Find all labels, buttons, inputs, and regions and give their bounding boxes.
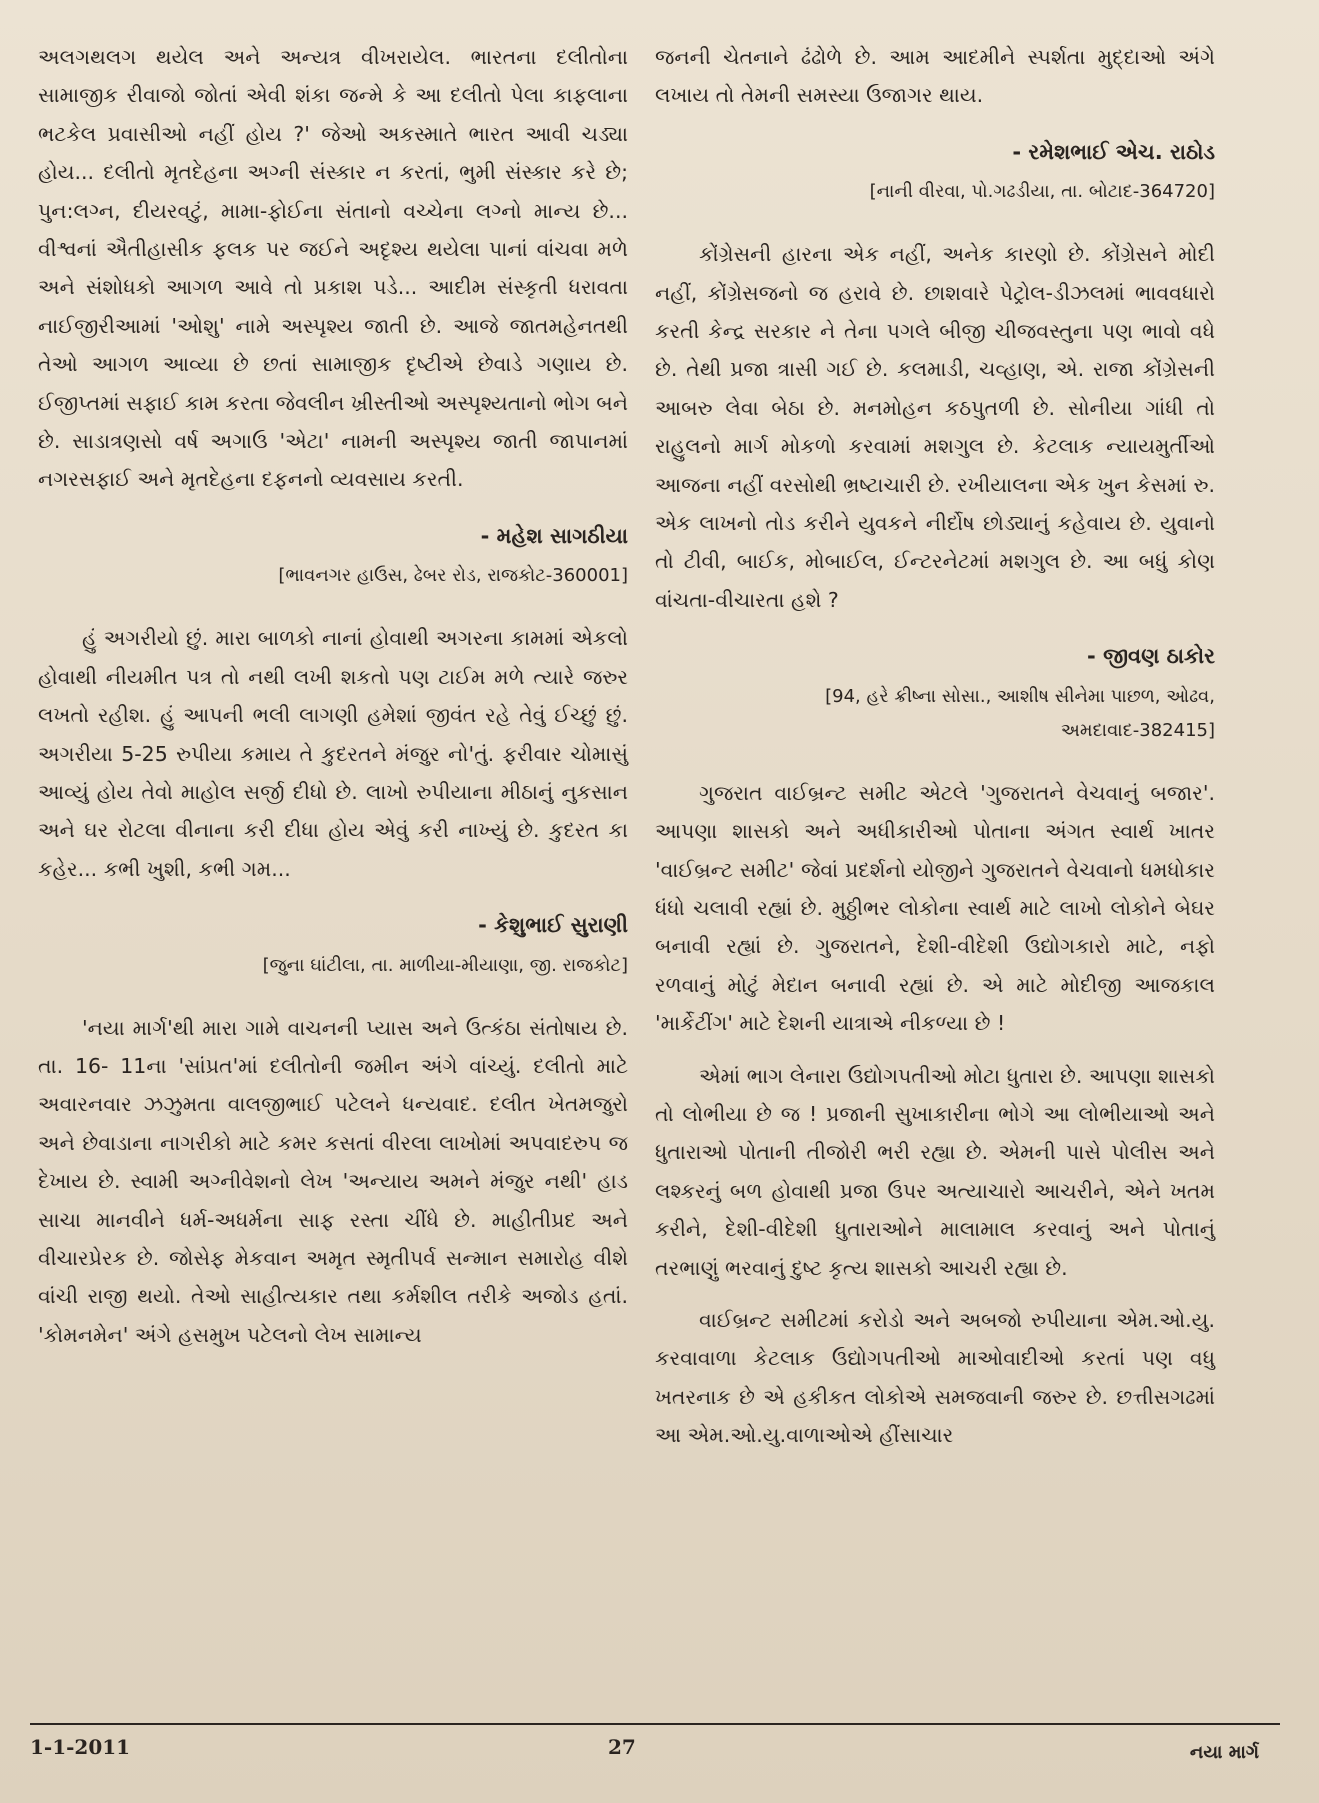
letter-signature: - જીવણ ઠાકોર: [1087, 644, 1215, 669]
letter-address: [નાની વીરવા, પો.ગઢડીયા, તા. બોટાદ-364720]: [869, 181, 1215, 203]
letter-text: કોંગ્રેસની હારના એક નહીં, અનેક કારણો છે. કોંગ્રેસને મોદી નહીં, કોંગ્રેસજનો જ હરાવે છે. છાશવારે પેટ્રોલ-ડીઝલમાં ભાવવધારો કરતી કેન્દ્ર સરકાર ને તેના પગલે બીજી ચીજવસ્તુના પણ ભાવો વધે છે. તેથી પ્રજા ત્રાસી ગઈ છે. કલમાડી, ચવ્હાણ, એ. રાજા કોંગ્રેસની આબરુ લેવા બેઠા છે. મનમોહન કઠપુતળી છે. સોનીયા ગાંધી તો રાહુલનો માર્ગ મોકળો કરવામાં મશગુલ છે. કેટલાક ન્યાયમુર્તીઓ આજના નહીં વરસોથી ભ્રષ્ટાચારી છે. રખીયાલના એક ખુન કેસમાં રુ. એક લાખનો તોડ કરીને યુવકને નીર્દોષ છોડ્યાનું કહેવાય છે. યુવાનો તો ટીવી, બાઈક, મોબાઈલ, ઈન્ટરનેટમાં મશગુલ છે. આ બધું કોણ વાંચતા-વીચારતા હશે ?: [655, 242, 1215, 612]
left-column: [38, 38, 628, 1354]
right-column: [655, 38, 1215, 1455]
letter-address: [જુના ઘાંટીલા, તા. માળીયા-મીયાણા, જી. રાજકોટ]: [262, 954, 628, 976]
footer-rule: [30, 1723, 1280, 1725]
letter-signature: - રમેશભાઈ એચ. રાઠોડ: [1012, 139, 1215, 164]
letter-signature: - કેશુભાઈ સુરાણી: [478, 913, 628, 938]
issue-date: 1-1-2011: [30, 1735, 131, 1759]
letter-text: એમાં ભાગ લેનારા ઉદ્યોગપતીઓ મોટા ધુતારા છે. આપણા શાસકો તો લોભીયા છે જ ! પ્રજાની સુખાકારીના ભોગે આ લોભીયાઓ અને ધુતારાઓ પોતાની તીજોરી ભરી રહ્યા છે. એમની પાસે પોલીસ અને લશ્કરનું બળ હોવાથી પ્રજા ઉપર અત્યાચારો આચરીને, એને ખતમ કરીને, દેશી-વીદેશી ધુતારાઓને માલામાલ કરવાનું અને પોતાનું તરભાણું ભરવાનું દુષ્ટ કૃત્ય શાસકો આચરી રહ્યા છે.: [655, 1063, 1215, 1280]
letter-text: વાઈબ્રન્ટ સમીટમાં કરોડો અને અબજો રુપીયાના એમ.ઓ.યુ. કરવાવાળા કેટલાક ઉદ્યોગપતીઓ માઓવાદીઓ કરતાં પણ વધુ ખતરનાક છે એ હકીકત લોકોએ સમજવાની જરુર છે. છત્તીસગઢમાં આ એમ.ઓ.યુ.વાળાઓએ હીંસાચાર: [655, 1307, 1215, 1448]
letter-text: જનની ચેતનાને ઢંઢોળે છે. આમ આદમીને સ્પર્શતા મુદ્દાઓ અંગે લખાય તો તેમની સમસ્યા ઉજાગર થાય.: [655, 45, 1215, 108]
magazine-name: નયા માર્ગ: [1189, 1742, 1259, 1763]
letter-text: હું અગરીયો છું. મારા બાળકો નાનાં હોવાથી અગરના કામમાં એકલો હોવાથી નીયમીત પત્ર તો નથી લખી શકતો પણ ટાઈમ મળે ત્યારે જરુર લખતો રહીશ. હું આપની ભલી લાગણી હમેશાં જીવંત રહે તેવું ઈચ્છું છું. અગરીયા 5-25 રુપીયા કમાય તે કુદરતને મંજુર નો'તું. ફરીવાર ચોમાસું આવ્યું હોય તેવો માહોલ સર્જી દીધો છે. લાખો રુપીયાના મીઠાનું નુકસાન અને ઘર રોટલા વીનાના કરી દીધા હોય એવું કરી નાખ્યું છે. કુદરત કા કહેર... કભી ખુશી, કભી ગમ...: [38, 626, 628, 881]
letter-text: અલગથલગ થયેલ અને અન્યત્ર વીખરાયેલ. ભારતના દલીતોના સામાજીક રીવાજો જોતાં એવી શંકા જન્મે કે આ દલીતો પેલા કાફલાના ભટકેલ પ્રવાસીઓ નહીં હોય ?' જેઓ અકસ્માતે ભારત આવી ચડ્યા હોય... દલીતો મૃતદેહના અગ્ની સંસ્કાર ન કરતાં, ભુમી સંસ્કાર કરે છે; પુન:લગ્ન, દીયરવટું, મામા-ફોઈના સંતાનો વચ્ચેના લગ્નો માન્ય છે... વીશ્વનાં ઐતીહાસીક ફલક પર જઈને અદૃશ્ય થયેલા પાનાં વાંચવા મળે અને સંશોધકો આગળ આવે તો પ્રકાશ પડે... આદીમ સંસ્કૃતી ધરાવતા નાઈજીરીઆમાં 'ઓશુ' નામે અસ્પૃશ્ય જાતી છે. આજે જાતમહેનતથી તેઓ આગળ આવ્યા છે છતાં સામાજીક દૃષ્ટીએ છેવાડે ગણાય છે. ઈજીપ્તમાં સફાઈ કામ કરતા જેવલીન ખ્રીસ્તીઓ અસ્પૃશ્યતાનો ભોગ બને છે. સાડાત્રણસો વર્ષ અગાઉ 'એટા' નામની અસ્પૃશ્ય જાતી જાપાનમાં નગરસફાઈ અને મૃતદેહના દફનનો વ્યવસાય કરતી.: [38, 45, 628, 492]
letter-text: ગુજરાત વાઈબ્રન્ટ સમીટ એટલે 'ગુજરાતને વેચવાનું બજાર'. આપણા શાસકો અને અધીકારીઓ પોતાના અંગત સ્વાર્થ ખાતર 'વાઈબ્રન્ટ સમીટ' જેવાં પ્રદર્શનો યોજીને ગુજરાતને વેચવાનો ધમધોકાર ધંધો ચલાવી રહ્યાં છે. મુઠ્ઠીભર લોકોના સ્વાર્થ માટે લાખો લોકોને બેઘર બનાવી રહ્યાં છે. ગુજરાતને, દેશી-વીદેશી ઉદ્યોગકારો માટે, નફો રળવાનું મોટું મેદાન બનાવી રહ્યાં છે. એ માટે મોદીજી આજકાલ 'માર્કેટીંગ' માટે દેશની યાત્રાએ નીકળ્યા છે !: [655, 780, 1215, 1036]
letter-text: 'નયા માર્ગ'થી મારા ગામે વાચનની પ્યાસ અને ઉત્કંઠા સંતોષાય છે. તા. 16- 11ના 'સાંપ્રત'માં દલીતોની જમીન અંગે વાંચ્યું. દલીતો માટે અવારનવાર ઝઝુમતા વાલજીભાઈ પટેલને ધન્યવાદ. દલીત ખેતમજુરો અને છેવાડાના નાગરીકો માટે કમર કસતાં વીરલા લાખોમાં અપવાદરુપ જ દેખાય છે. સ્વામી અગ્નીવેશનો લેખ 'અન્યાય અમને મંજુર નથી' હાડ સાચા માનવીને ધર્મ-અધર્મના સાફ રસ્તા ચીંધે છે. માહીતીપ્રદ અને વીચારપ્રેરક છે. જોસેફ મેકવાન અમૃત સ્મૃતીપર્વ સન્માન સમારોહ વીશે વાંચી રાજી થયો. તેઓ સાહીત્યકાર તથા કર્મશીલ તરીકે અજોડ હતાં. 'કોમનમેન' અંગે હસમુખ પટેલનો લેખ સામાન્ય: [38, 1015, 628, 1347]
letter-signature: - મહેશ સાગઠીયા: [480, 523, 628, 548]
letter-address: [94, હરે ક્રીષ્ના સોસા., આશીષ સીનેમા પાછળ, ઓઢવ, અમદાવાદ-382415]: [825, 685, 1215, 741]
page-number: 27: [608, 1735, 636, 1759]
letter-address: [ભાવનગર હાઉસ, ઢેબર રોડ, રાજકોટ-360001]: [278, 565, 628, 587]
